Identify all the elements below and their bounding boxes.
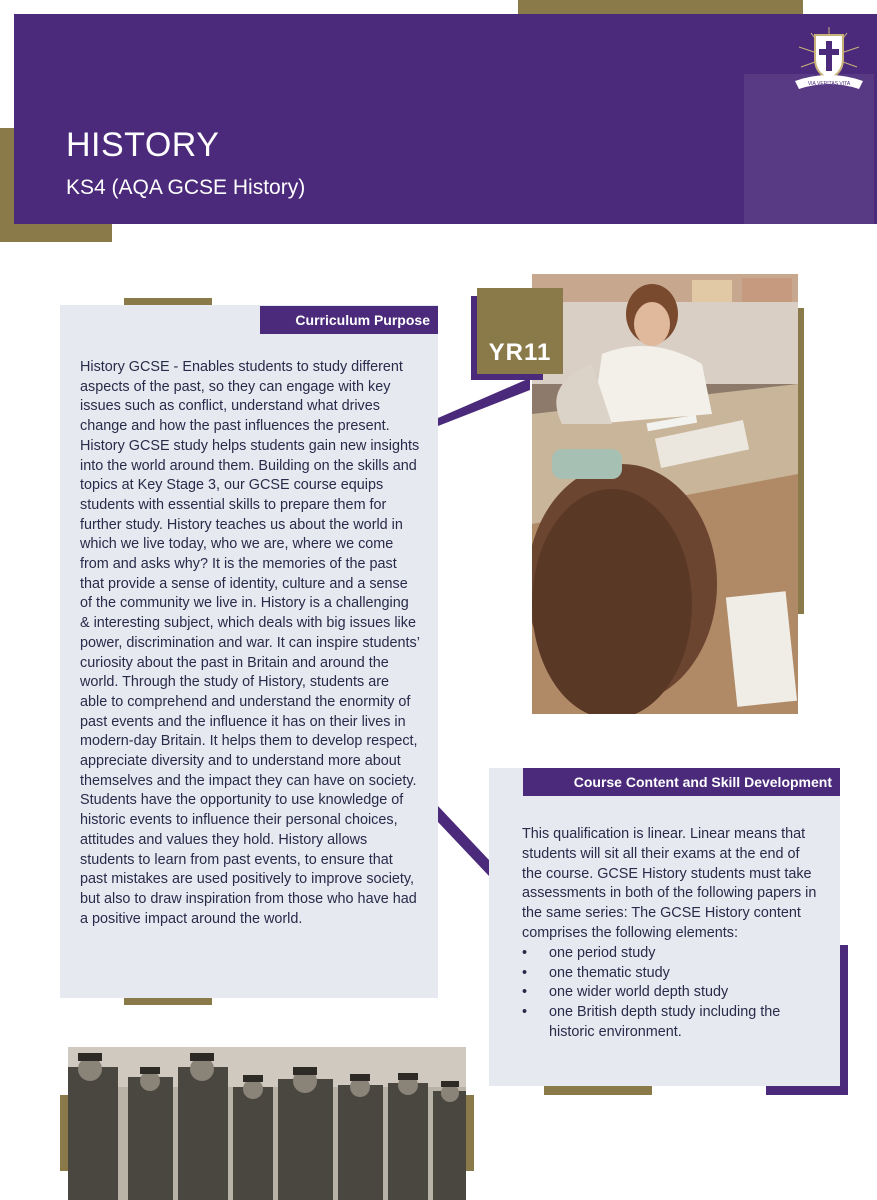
course-content-text [522, 825, 822, 1043]
crest-motto: VIA VERITAS VITA [807, 81, 851, 87]
course-intro: This qualification is linear. Linear means that students will sit all their exams at the end of the course. GCSE History students must take assessments in both of the following papers in the same series: The GCSE History content comprises the following elements: [522, 826, 817, 941]
curriculum-purpose-text: History GCSE - Enables students to study different aspects of the past, so they can engage with key issues such as conflict, understand what drives change and how the past influences the present. History GCSE study helps students gain new insights into the world around them. Building on the skills and topics at Key Stage 3, our GCSE course equips students with essential skills to prepare them for further study. History teaches us about the world in which we live today, who we are, where we come from and asks why? It is the memories of the past that provide a sense of identity, culture and a sense of the community we live in. History is a challenging & interesting subject, which deals with big issues like power, discrimination and war. It can inspire students’ curiosity about the past in Britain and around the world. Through the study of History, students are able to comprehend and understand the enormity of past events and the influence it has on their lives in modern-day Britain. It helps them to develop respect, appreciate diversity and to understand more about themselves and the impact they can have on society. Students have the opportunity to use knowledge of historic events to influence their personal choices, attitudes and values they hold. History allows students to learn from past events, to ensure that past mistakes are used positively to improve society, but also to draw inspiration from those who have had a positive impact around the world. [80, 359, 420, 927]
gold-accent [60, 1095, 68, 1171]
course-content-label: Course Content and Skill Development [523, 768, 840, 796]
list-item: • one period study [522, 944, 822, 964]
classroom-photo [532, 274, 798, 714]
list-item: • one thematic study [522, 964, 822, 984]
purple-accent [840, 945, 848, 1095]
purple-accent [766, 1086, 848, 1095]
gold-accent [798, 308, 804, 614]
gold-accent [544, 1086, 652, 1095]
gold-accent [124, 298, 212, 305]
historic-soldiers-photo [68, 1047, 466, 1200]
page-title: HISTORY [66, 126, 220, 164]
list-item: • one wider world depth study [522, 983, 822, 1003]
gold-accent [466, 1095, 474, 1171]
gold-accent [124, 998, 212, 1005]
page-subtitle: KS4 (AQA GCSE History) [66, 176, 306, 199]
list-item: • one British depth study including the historic environment. [522, 1003, 822, 1043]
year-badge: YR11 [477, 288, 563, 374]
course-elements-list [522, 944, 822, 1043]
curriculum-purpose-label: Curriculum Purpose [260, 306, 438, 334]
